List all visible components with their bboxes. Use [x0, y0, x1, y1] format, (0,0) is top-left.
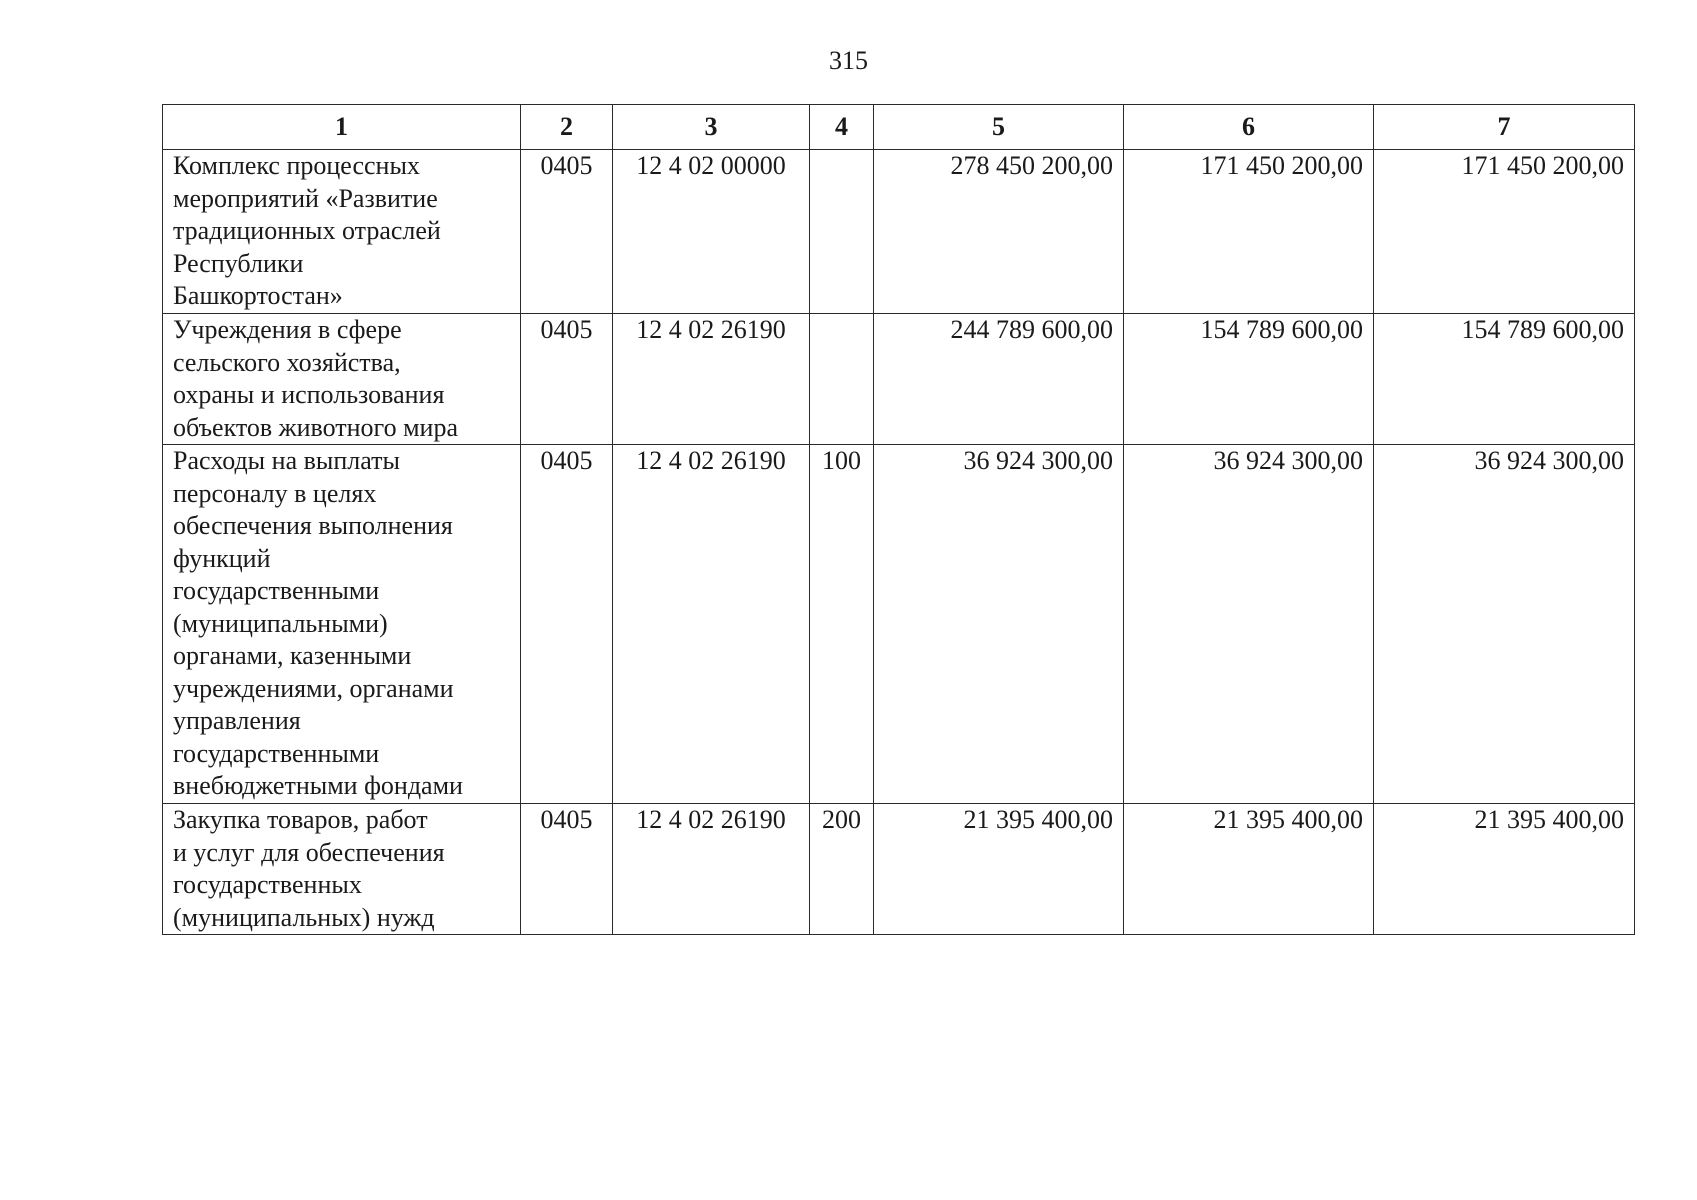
expense-name-line: Учреждения в сфере	[173, 315, 402, 344]
expense-name-line: государственных	[173, 870, 362, 899]
amount-col7-cell: 21 395 400,00	[1374, 804, 1635, 935]
amount-col6-cell: 21 395 400,00	[1124, 804, 1374, 935]
expense-name-line: Республики	[173, 248, 304, 278]
amount-col6-cell: 171 450 200,00	[1124, 150, 1374, 314]
expense-type-cell: 200	[810, 804, 874, 935]
page-number: 315	[829, 46, 868, 75]
expense-name-line: Башкортостан»	[173, 281, 343, 310]
column-header-7: 7	[1374, 105, 1635, 150]
budget-table	[162, 104, 1635, 935]
amount-col6-cell: 154 789 600,00	[1124, 314, 1374, 445]
amount-col5-cell: 36 924 300,00	[874, 445, 1124, 804]
expense-name-line: объектов животного мира	[173, 412, 458, 442]
table-row	[163, 314, 1635, 445]
table-row	[163, 150, 1635, 314]
expense-name-line: функций	[173, 543, 271, 573]
expense-name-line: традиционных отраслей	[173, 216, 441, 245]
column-header-5: 5	[874, 105, 1124, 150]
expense-name-cell	[163, 804, 521, 935]
expense-name-line: Расходы на выплаты	[173, 446, 400, 475]
amount-col5-cell: 278 450 200,00	[874, 150, 1124, 314]
expense-name-line: обеспечения выполнения	[173, 511, 453, 540]
expense-name-line: охраны и использования	[173, 380, 445, 409]
expense-name-line: органами, казенными	[173, 641, 412, 670]
expense-type-cell	[810, 314, 874, 445]
section-code-cell: 0405	[521, 804, 613, 935]
column-header-3: 3	[613, 105, 810, 150]
expense-name-cell	[163, 150, 521, 314]
target-article-cell: 12 4 02 26190	[613, 314, 810, 445]
expense-name-line: персоналу в целях	[173, 478, 377, 508]
expense-name-line: сельского хозяйства,	[173, 347, 401, 377]
expense-name-line: управления	[173, 706, 301, 735]
section-code-cell: 0405	[521, 445, 613, 804]
amount-col6-cell: 36 924 300,00	[1124, 445, 1374, 804]
expense-name-line: учреждениями, органами	[173, 673, 454, 703]
amount-col7-cell: 154 789 600,00	[1374, 314, 1635, 445]
column-header-4: 4	[810, 105, 874, 150]
table-row	[163, 445, 1635, 804]
expense-type-cell: 100	[810, 445, 874, 804]
amount-col7-cell: 171 450 200,00	[1374, 150, 1635, 314]
expense-name-line: мероприятий «Развитие	[173, 183, 438, 213]
expense-type-cell	[810, 150, 874, 314]
section-code-cell: 0405	[521, 314, 613, 445]
column-header-6: 6	[1124, 105, 1374, 150]
expense-name-line: внебюджетными фондами	[173, 771, 463, 800]
expense-name-cell	[163, 445, 521, 804]
target-article-cell: 12 4 02 26190	[613, 804, 810, 935]
expense-name-line: (муниципальными)	[173, 608, 388, 638]
expense-name-line: (муниципальных) нужд	[173, 902, 435, 932]
section-code-cell: 0405	[521, 150, 613, 314]
column-header-2: 2	[521, 105, 613, 150]
expense-name-line: и услуг для обеспечения	[173, 837, 445, 867]
amount-col5-cell: 21 395 400,00	[874, 804, 1124, 935]
table-row	[163, 804, 1635, 935]
target-article-cell: 12 4 02 00000	[613, 150, 810, 314]
expense-name-line: Комплекс процессных	[173, 151, 420, 180]
expense-name-cell	[163, 314, 521, 445]
column-header-1: 1	[163, 105, 521, 150]
expense-name-line: государственными	[173, 576, 380, 605]
amount-col5-cell: 244 789 600,00	[874, 314, 1124, 445]
target-article-cell: 12 4 02 26190	[613, 445, 810, 804]
header-row	[163, 105, 1635, 150]
expense-name-line: Закупка товаров, работ	[173, 805, 428, 834]
amount-col7-cell: 36 924 300,00	[1374, 445, 1635, 804]
expense-name-line: государственными	[173, 738, 380, 768]
